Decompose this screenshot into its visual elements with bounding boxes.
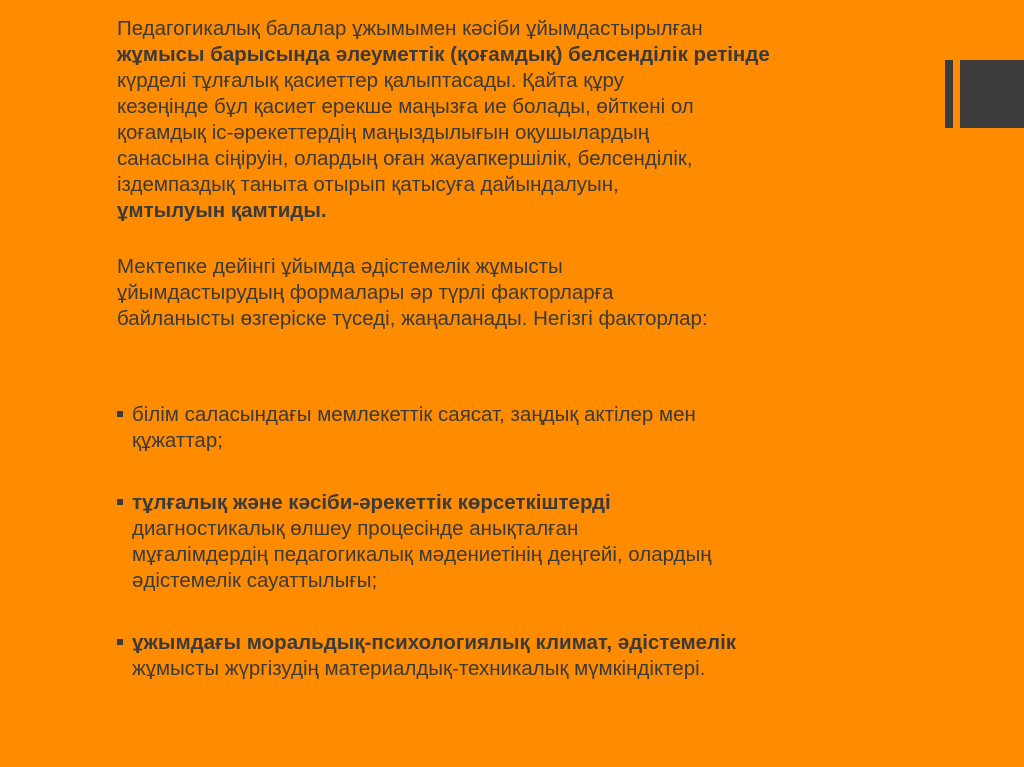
bullet-square-icon [117,639,123,645]
text-line: байланысты өзгеріске түседі, жаңаланады. Негізгі факторлар: [117,307,708,330]
paragraph-factors [117,254,917,332]
text-line: қоғамдық іс-әрекеттердің маңыздылығын оқушылардың [117,121,650,144]
text-line: білім саласындағы мемлекеттік саясат, заңдық актілер мен [132,403,696,426]
text-line: тұлғалық және кәсіби-әрекеттік көрсеткіштерді [132,491,611,514]
list-item [117,630,917,682]
text-line: әдістемелік сауаттылығы; [132,569,378,592]
paragraph-intro [117,16,917,224]
text-line: санасына сіңіруін, олардың оған жауапкершілік, белсенділік, [117,147,693,170]
decoration-bar-thin [945,60,953,128]
text-line: ұжымдағы моральдық-психологиялық климат, әдістемелік [132,631,737,654]
text-line: Педагогикалық балалар ұжымымен кәсіби ұйымдастырылған [117,17,703,40]
text-line: жұмысты жүргізудің материалдық-техникалық мүмкіндіктері. [132,657,706,680]
slide-content [117,16,917,682]
text-line: ұйымдастырудың формалары әр түрлі факторларға [117,281,614,304]
text-line: диагностикалық өлшеу процесінде анықталған [132,517,579,540]
text-line: Мектепке дейінгі ұйымда әдістемелік жұмысты [117,255,563,278]
text-line: жұмысы барысында әлеуметтік (қоғамдық) белсенділік ретінде [117,43,770,66]
list-item [117,490,917,594]
list-item [117,402,917,454]
text-line: мұғалімдердің педагогикалық мәдениетінің деңгейі, олардың [132,543,712,566]
decoration-bar-wide [960,60,1024,128]
bullet-square-icon [117,411,123,417]
text-line: іздемпаздық таныта отырып қатысуға дайындалуын, [117,173,619,196]
text-line: ұмтылуын қамтиды. [117,199,327,222]
text-line: кезеңінде бұл қасиет ерекше маңызға ие болады, өйткені ол [117,95,694,118]
factor-list [117,402,917,682]
text-line: күрделі тұлғалық қасиеттер қалыптасады. Қайта құру [117,69,624,92]
bullet-square-icon [117,499,123,505]
text-line: құжаттар; [132,429,223,452]
